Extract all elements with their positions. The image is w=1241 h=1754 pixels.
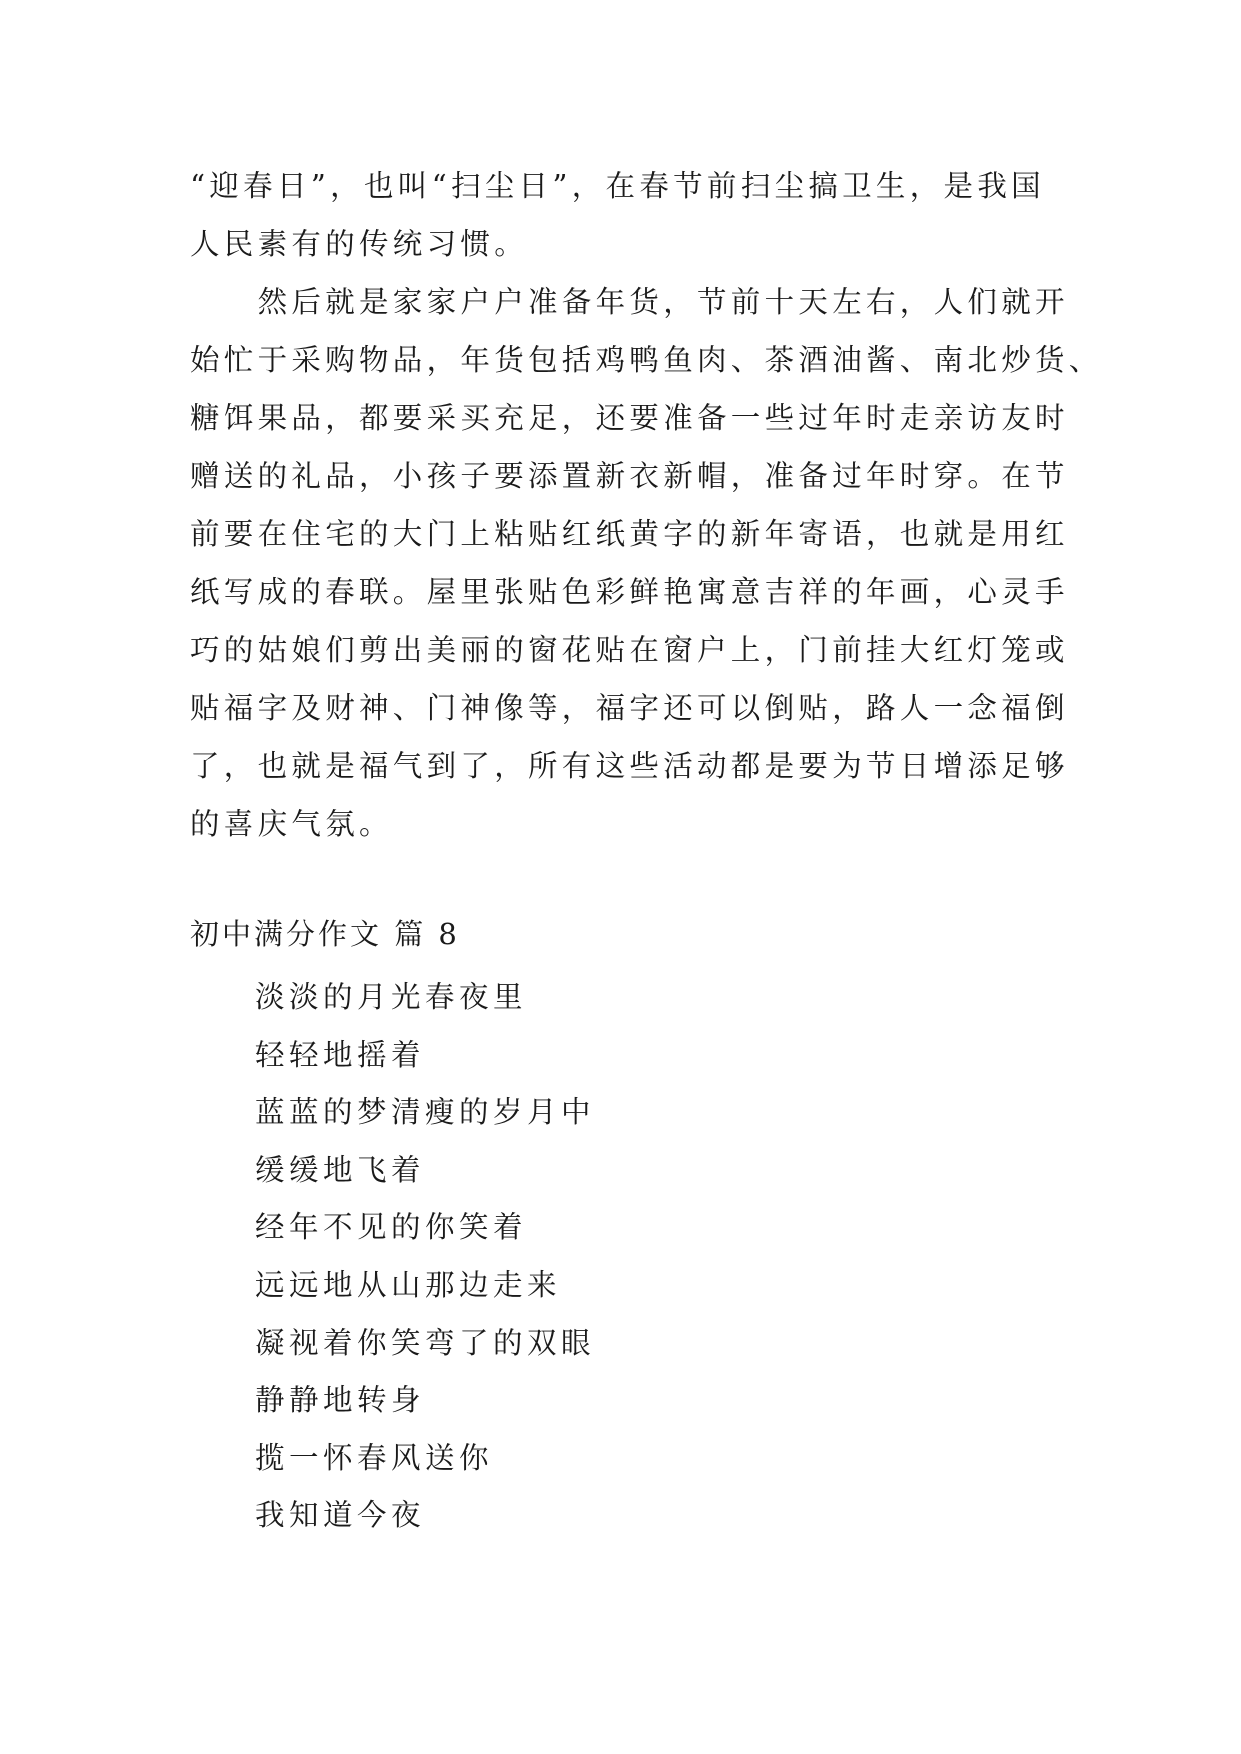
poem-line: 远远地从山那边走来	[255, 1267, 562, 1302]
poem-section	[255, 969, 955, 1545]
poem-line: 轻轻地摇着	[255, 1037, 426, 1072]
poem-line: 蓝蓝的梦清瘦的岁月中	[255, 1095, 596, 1130]
poem-line: 我知道今夜	[255, 1498, 426, 1533]
poem-line: 缓缓地飞着	[255, 1152, 426, 1187]
section-heading-block	[190, 914, 1070, 954]
poem-line: 静静地转身	[255, 1383, 426, 1418]
prose-line: 赠送的礼品，小孩子要添置新衣新帽，准备过年时穿。在节	[190, 459, 1069, 493]
poem-line: 经年不见的你笑着	[255, 1210, 528, 1245]
poem-line: 凝视着你笑弯了的双眼	[255, 1325, 596, 1360]
section-heading: 初中满分作文 篇 8	[190, 917, 460, 951]
poem-line: 揽一怀春风送你	[255, 1440, 494, 1475]
prose-line: “迎春日”，也叫“扫尘日”，在春节前扫尘搞卫生，是我国	[190, 169, 1045, 203]
prose-line: 糖饵果品，都要采买充足，还要准备一些过年时走亲访友时	[190, 401, 1069, 435]
poem-line: 淡淡的月光春夜里	[255, 980, 528, 1014]
prose-line: 始忙于采购物品，年货包括鸡鸭鱼肉、茶酒油酱、南北炒货、	[190, 343, 1103, 377]
prose-line: 巧的姑娘们剪出美丽的窗花贴在窗户上，门前挂大红灯笼或	[190, 633, 1069, 667]
prose-line: 了，也就是福气到了，所有这些活动都是要为节日增添足够	[190, 749, 1069, 783]
prose-line: 纸写成的春联。屋里张贴色彩鲜艳寓意吉祥的年画，心灵手	[190, 575, 1069, 609]
prose-line: 人民素有的传统习惯。	[190, 227, 529, 261]
prose-line: 贴福字及财神、门神像等，福字还可以倒贴，路人一念福倒	[190, 691, 1069, 725]
prose-line: 然后就是家家户户准备年货，节前十天左右，人们就开	[190, 285, 1069, 319]
prose-line: 的喜庆气氛。	[190, 807, 393, 841]
prose-line: 前要在住宅的大门上粘贴红纸黄字的新年寄语，也就是用红	[190, 517, 1069, 551]
prose-section	[190, 157, 1103, 853]
